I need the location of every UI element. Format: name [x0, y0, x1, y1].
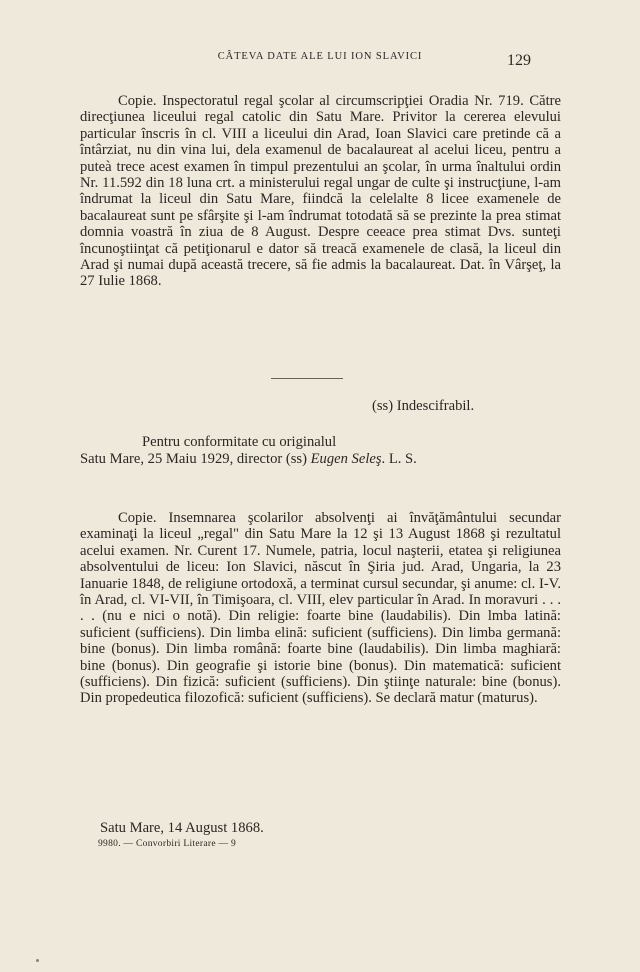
paragraph-copy-inspectorate: Copie. Inspectoratul regal şcolar al circumscripţiei Oradia Nr. 719. Către direcţiunea liceului regal catolic din Satu Mare. Privitor la cererea elevului particular înscris în cl. VIII a liceului din Arad, Ioan Slavici care pretinde că a întârziat, nu din vina lui, dela examenul de bacalaureat al acelui liceu, pentru a puteà trece acest examen în timpul prezentului an şcolar, în urma înaltului ordin Nr. 11.592 din 18 luna crt. a ministerului regal ungar de culte şi instrucţiune, l-am îndrumat la liceul din Satu Mare, fiindcă la celelalte 8 licee examenele de bacalaureat sunt pe sfârşite şi l-am îndrumat totodată să se prezinte la prea stimat domnia voastră în ziua de 8 August. Despre ceeace prea stimat Dvs. sunteţi încunoştiinţat că petiţionarul e dator să treacă examenele de clasă, la liceul din Arad şi numai după această trecere, să fie admis la bacalaureat. Dat. în Vârşeţ, la 27 Iulie 1868.: [80, 93, 561, 290]
director-line-prefix: Satu Mare, 25 Maiu 1929, director (ss): [80, 451, 311, 467]
page-footer: 9980. — Convorbiri Literare — 9: [98, 839, 237, 849]
conformity-block: [80, 434, 417, 468]
running-title: CÂTEVA DATE ALE LUI ION SLAVICI: [217, 51, 423, 62]
closing-dateline: Satu Mare, 14 August 1868.: [100, 820, 264, 836]
signature-line: (ss) Indescifrabil.: [372, 398, 475, 414]
director-line: [80, 451, 417, 468]
director-line-suffix: . L. S.: [381, 451, 417, 467]
director-name: Eugen Seleş: [310, 451, 382, 467]
paper-speck: [36, 959, 39, 962]
section-divider: [271, 378, 343, 379]
page-number: 129: [507, 52, 531, 69]
conformity-line: Pentru conformitate cu originalul: [142, 434, 337, 450]
paragraph-copy-exam-record: Copie. Insemnarea şcolarilor absolvenţi ai învăţământului secundar examinaţi la liceul „regal" din Satu Mare la 12 şi 13 August 1868 şi rezultatul acelui examen. Nr. Curent 17. Numele, patria, locul naşterii, etatea şi religiunea absolventului de liceu: Ion Slavici, născut în Şiria jud. Arad, Ungaria, la 23 Ianuarie 1848, de religiune ortodoxă, a terminat cursul secundar, şi anume: cl. I-V. în Arad, cl. VI-VII, în Timişoara, cl. VIII, elev particular în Arad. In moravuri . . . . . (nu e nici o notă). Din religie: foarte bine (laudabilis). Din lmba latină: suficient (sufficiens). Din limba elină: suficient (sufficiens). Din limba germană: bine (bonus). Din limba română: foarte bine (laudabilis). Din limba maghiară: bine (bonus). Din geografie şi istorie bine (bonus). Din matematică: suficient (sufficiens). Din fizică: suficient (sufficiens). Din ştiinţe naturale: bine (bonus). Din propedeutica filozofică: suficient (sufficiens). Se declară matur (maturus).: [80, 510, 561, 707]
